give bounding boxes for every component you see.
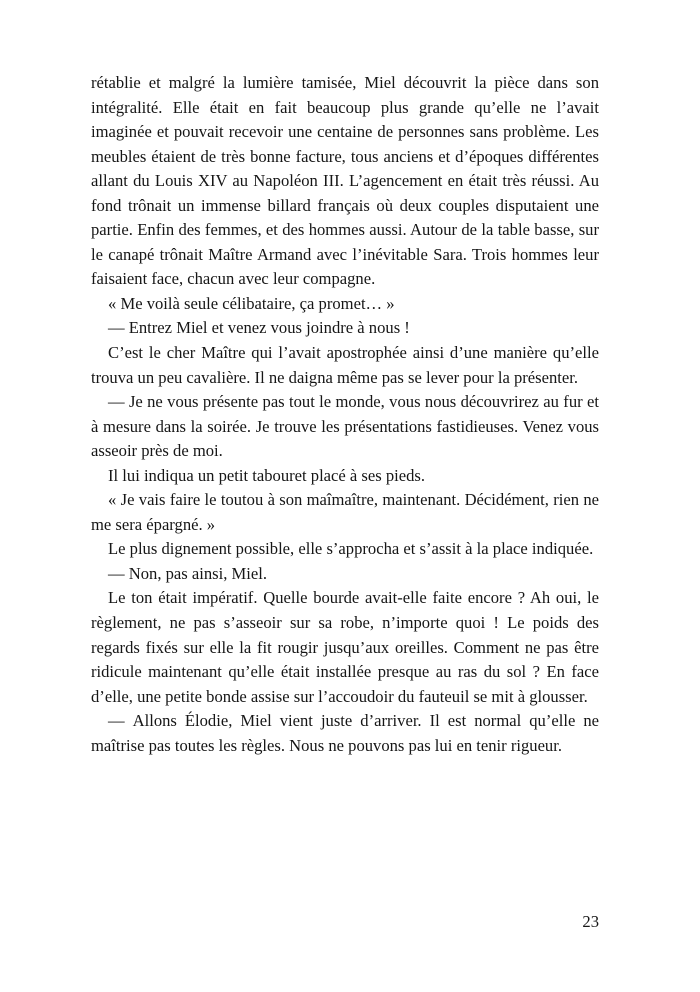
paragraph: — Je ne vous présente pas tout le monde, vous nous découvrirez au fur et à mesure dans la soirée. Je trouve les présentations fastidieuses. Venez vous asseoir près de moi.	[91, 392, 599, 461]
paragraph: « Je vais faire le toutou à son maîmaître, maintenant. Décidément, rien ne me sera épargné. »	[91, 490, 599, 534]
paragraph: Il lui indiqua un petit tabouret placé à ses pieds.	[108, 465, 426, 485]
paragraph: Le ton était impératif. Quelle bourde avait-elle faite encore ? Ah oui, le règlement, ne pas s’asseoir sur sa robe, n’importe quoi ! Le poids des regards fixés sur elle la fit rougir jusqu’aux oreilles. Comment ne pas être ridicule maintenant qu’elle était installée presque au ras du sol ? En face d’elle, une petite bonde assise sur l’accoudoir du fauteuil se mit à glousser.	[91, 588, 599, 706]
paragraph: Le plus dignement possible, elle s’approcha et s’assit à la place indiquée.	[108, 539, 594, 559]
paragraph: « Me voilà seule célibataire, ça promet… »	[108, 293, 395, 313]
paragraph: — Allons Élodie, Miel vient juste d’arriver. Il est normal qu’elle ne maîtrise pas toutes les règles. Nous ne pouvons pas lui en tenir rigueur.	[91, 711, 599, 755]
paragraph: rétablie et malgré la lumière tamisée, Miel découvrit la pièce dans son intégralité. Elle était en fait beaucoup plus grande qu’elle ne l’avait imaginée et pouvait recevoir une centaine de personnes sans problème. Les meubles étaient de très bonne facture, tous anciens et d’époques différentes allant du Louis XIV au Napoléon III. L’agencement en était très réussi. Au fond trônait un immense billard français où deux couples disputaient une partie. Enfin des femmes, et des hommes aussi. Autour de la table basse, sur le canapé trônait Maître Armand avec l’inévitable Sara. Trois hommes leur faisaient face, chacun avec leur compagne.	[91, 73, 599, 289]
paragraph: C’est le cher Maître qui l’avait apostrophée ainsi d’une manière qu’elle trouva un peu cavalière. Il ne daigna même pas se lever pour la présenter.	[91, 343, 599, 387]
paragraph: — Non, pas ainsi, Miel.	[108, 563, 268, 583]
paragraph: — Entrez Miel et venez vous joindre à nous !	[108, 318, 410, 338]
page-text	[91, 71, 599, 758]
page-number: 23	[582, 912, 599, 931]
